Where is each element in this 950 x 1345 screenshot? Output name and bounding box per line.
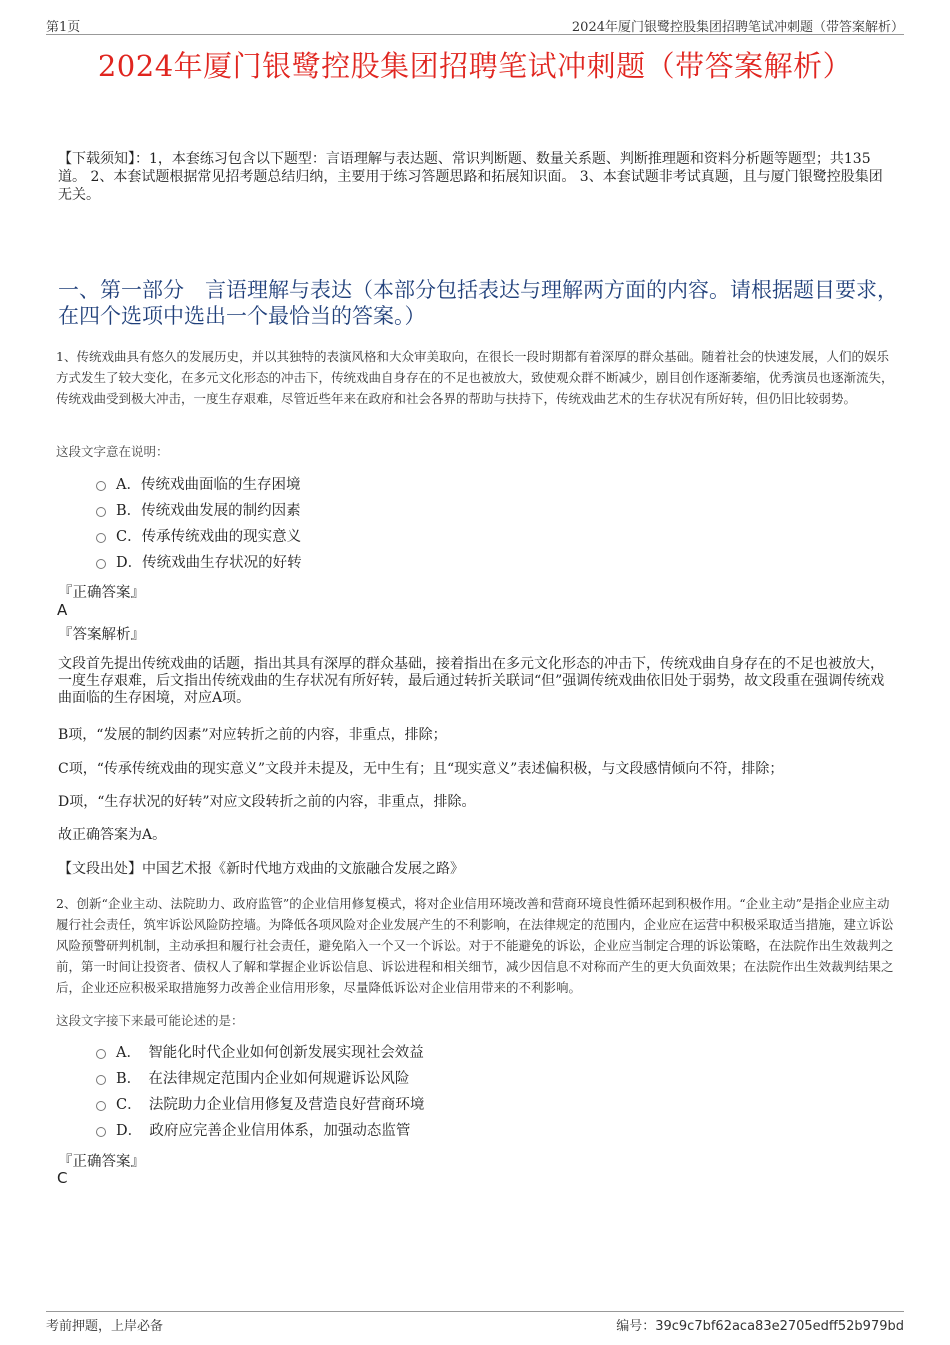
analysis-paragraph: 故正确答案为A。 [58,827,167,843]
option-label: C．传承传统戏曲的现实意义 [116,529,302,545]
option-label: D．传统戏曲生存状况的好转 [116,555,302,571]
page-footer [46,1311,904,1336]
analysis-paragraph: 文段首先提出传统戏曲的话题，指出其具有深厚的群众基础，接着指出在多元文化形态的冲击下，传统戏曲自身存在的不足也被放大，一度生存艰难，后文指出传统戏曲的生存状况有所好转，最后通过转折关联词“但”强调传统戏曲依旧处于弱势，故文段重在强调传统戏曲面临的生存困境，对应A项。 [58,656,885,706]
document-title: 2024年厦门银鹭控股集团招聘笔试冲刺题（带答案解析） [97,49,853,83]
footer-code [616,1315,904,1334]
analysis-paragraph: B项，“发展的制约因素”对应转折之前的内容，非重点，排除； [58,727,447,743]
question-1-prompt: 这段文字意在说明： [56,444,169,459]
question-1-stem: 1、传统戏曲具有悠久的发展历史，并以其独特的表演风格和大众审美取向，在很长一段时期都有着深厚的群众基础。随着社会的快速发展，人们的娱乐方式发生了较大变化，在多元文化形态的冲击下，传统戏曲自身存在的不足也被放大，致使观众群不断减少，剧目创作逐渐萎缩，优秀演员也逐渐流失，传统戏曲受到极大冲击，一度生存艰难，尽管近些年来在政府和社会各界的帮助与扶持下，传统戏曲艺术的生存状况有所好转，但仍旧比较弱势。 [56,349,894,406]
question-2-option-d[interactable] [96,1120,410,1142]
header-doc-title: 2024年厦门银鹭控股集团招聘笔试冲刺题（带答案解析） [571,20,904,35]
option-label: D． 政府应完善企业信用体系，加强动态监管 [116,1123,411,1139]
radio-icon[interactable] [96,507,106,517]
page-header [46,14,904,35]
question-2-option-c[interactable] [96,1094,424,1116]
radio-icon[interactable] [96,559,106,569]
section-title: 一、第一部分 言语理解与表达（本部分包括表达与理解两方面的内容。请根据题目要求，在四个选项中选出一个最恰当的答案。） [58,278,898,328]
code-label: 编号： [616,1319,656,1334]
analysis-paragraph: C项，“传承传统戏曲的现实意义”文段并未提及，无中生有；且“现实意义”表述偏积极，与文段感情倾向不符，排除； [58,761,784,777]
page-number: 第1页 [46,20,81,35]
question-1-option-c[interactable] [96,526,301,548]
code-value: 39c9c7bf62aca83e2705edff52b979bd [655,1319,904,1334]
radio-icon[interactable] [96,533,106,543]
radio-icon[interactable] [96,481,106,491]
analysis-label: 『答案解析』 [58,627,145,643]
option-label: C． 法院助力企业信用修复及营造良好营商环境 [116,1097,425,1113]
radio-icon[interactable] [96,1049,106,1059]
passage-source: 【文段出处】中国艺术报《新时代地方戏曲的文旅融合发展之路》 [58,861,464,877]
correct-answer-label: 『正确答案』 [58,585,145,601]
option-label: A． 智能化时代企业如何创新发展实现社会效益 [116,1045,424,1061]
footer-slogan: 考前押题，上岸必备 [46,1319,164,1334]
question-1-option-a[interactable] [96,474,300,496]
download-notice: 【下载须知】：1，本套练习包含以下题型：言语理解与表达题、常识判断题、数量关系题、判断推理题和资料分析题等题型；共135道。 2、本套试题根据常见招考题总结归纳，主要用于练习答题思路和拓展知识面。 3、本套试题非考试真题，且与厦门银鹭控股集团无关。 [58,151,883,203]
question-2-option-a[interactable] [96,1042,424,1064]
question-2-prompt: 这段文字接下来最可能论述的是： [56,1013,244,1028]
radio-icon[interactable] [96,1127,106,1137]
analysis-paragraph: D项，“生存状况的好转”对应文段转折之前的内容，非重点，排除。 [58,794,476,810]
question-1-option-b[interactable] [96,500,301,522]
option-label: B． 在法律规定范围内企业如何规避诉讼风险 [116,1071,410,1087]
radio-icon[interactable] [96,1101,106,1111]
option-label: B．传统戏曲发展的制约因素 [116,503,301,519]
correct-answer: C [57,1169,68,1187]
radio-icon[interactable] [96,1075,106,1085]
option-label: A．传统戏曲面临的生存困境 [116,477,301,493]
correct-answer: A [57,601,68,619]
question-2-option-b[interactable] [96,1068,409,1090]
correct-answer-label: 『正确答案』 [58,1154,145,1170]
question-1-option-d[interactable] [96,552,302,574]
question-2-stem: 2、创新“企业主动、法院助力、政府监管”的企业信用修复模式，将对企业信用环境改善和营商环境良性循环起到积极作用。“企业主动”是指企业应主动履行社会责任，筑牢诉讼风险防控墙。为降低各项风险对企业发展产生的不利影响，在法律规定的范围内，企业应在运营中积极采取适当措施，建立诉讼风险预警研判机制，主动承担和履行社会责任，避免陷入一个又一个诉讼。对于不能避免的诉讼，企业应当制定合理的诉讼策略，在法院作出生效裁判之前，第一时间让投资者、债权人了解和掌握企业诉讼信息、诉讼进程和相关细节，减少因信息不对称而产生的更大负面效果；在法院作出生效裁判结果之后，企业还应积极采取措施努力改善企业信用形象，尽量降低诉讼对企业信用带来的不利影响。 [56,896,894,995]
